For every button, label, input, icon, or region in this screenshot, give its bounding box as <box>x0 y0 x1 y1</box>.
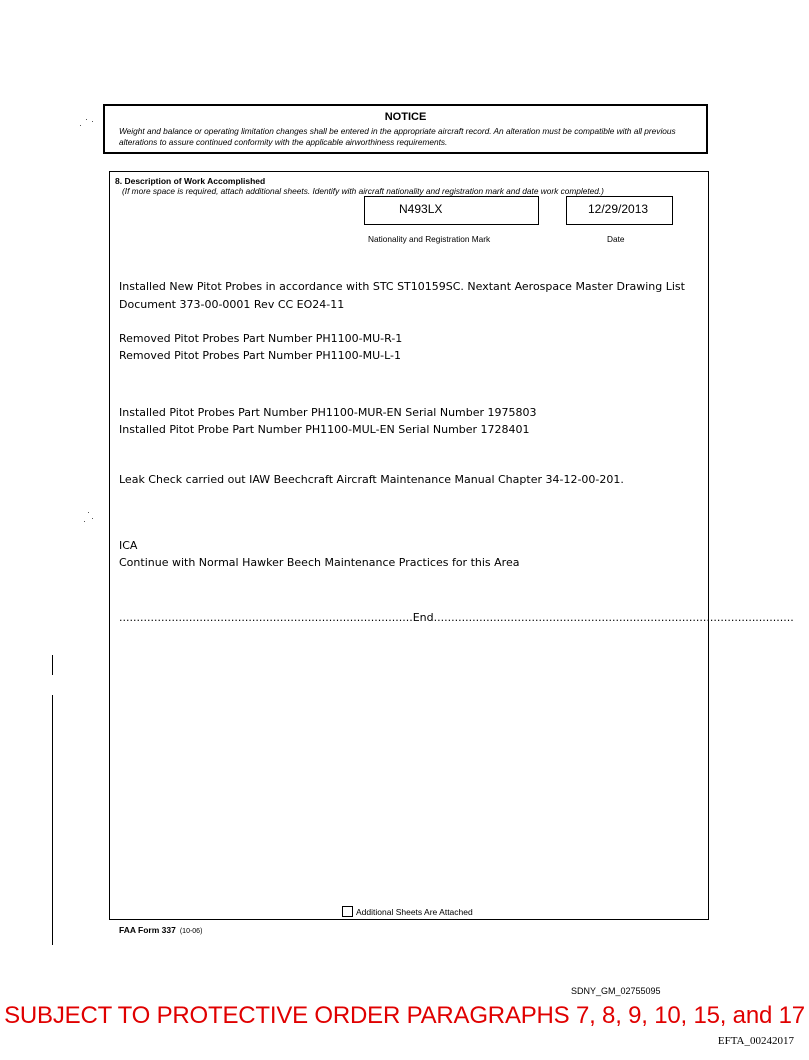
work-line-9: Continue with Normal Hawker Beech Maintenance Practices for this Area <box>119 556 520 569</box>
scan-mark <box>52 695 53 945</box>
bates-number: SDNY_GM_02755095 <box>571 986 661 996</box>
work-line-3: Removed Pitot Probes Part Number PH1100-MU-R-1 <box>119 332 403 345</box>
additional-sheets-checkbox[interactable] <box>342 906 353 917</box>
section-title: 8. Description of Work Accomplished <box>115 176 266 186</box>
form-name: FAA Form 337 <box>119 925 176 935</box>
work-line-1: Installed New Pitot Probes in accordance with STC ST10159SC. Nextant Aerospace Master Drawing List <box>119 280 685 293</box>
efta-number: EFTA_00242017 <box>717 1035 794 1047</box>
work-line-7: Leak Check carried out IAW Beechcraft Aircraft Maintenance Manual Chapter 34-12-00-201. <box>119 473 624 486</box>
work-line-5: Installed Pitot Probes Part Number PH1100-MUR-EN Serial Number 1975803 <box>119 406 537 419</box>
work-line-6: Installed Pitot Probe Part Number PH1100-MUL-EN Serial Number 1728401 <box>119 423 530 436</box>
scan-speck <box>80 125 81 126</box>
notice-text: Weight and balance or operating limitation changes shall be entered in the appropriate aircraft record. An alteration must be compatible with all previous alterations to assure continued conformity with the applicable airworthiness requirements. <box>119 126 676 147</box>
additional-sheets-label: Additional Sheets Are Attached <box>356 906 473 917</box>
end-marker: End <box>412 611 434 624</box>
date-field[interactable]: 12/29/2013 <box>566 196 673 225</box>
work-line-4: Removed Pitot Probes Part Number PH1100-MU-L-1 <box>119 349 402 362</box>
form-revision: (10-06) <box>179 928 203 935</box>
end-marker-line: ....................................................................................End....................................................................................................... <box>119 611 794 624</box>
scan-mark <box>52 655 53 675</box>
notice-box <box>103 104 708 154</box>
scan-speck <box>84 521 85 522</box>
date-label: Date <box>607 234 625 244</box>
protective-order-notice: SUBJECT TO PROTECTIVE ORDER PARAGRAPHS 7, 8, 9, 10, 15, and 17 <box>4 1002 805 1029</box>
work-line-8: ICA <box>119 539 138 552</box>
registration-label: Nationality and Registration Mark <box>368 234 491 244</box>
section-instructions: (If more space is required, attach additional sheets. Identify with aircraft nationality and registration mark and date work completed.) <box>122 186 604 196</box>
scan-speck <box>92 518 93 519</box>
scan-speck <box>88 512 89 513</box>
scan-speck <box>86 119 87 120</box>
registration-field[interactable]: N493LX <box>364 196 539 225</box>
work-line-2: Document 373-00-0001 Rev CC EO24-11 <box>119 298 345 311</box>
scan-speck <box>92 121 93 122</box>
additional-sheets-row <box>342 906 473 917</box>
form-identifier <box>119 925 202 935</box>
notice-title: NOTICE <box>384 111 427 123</box>
